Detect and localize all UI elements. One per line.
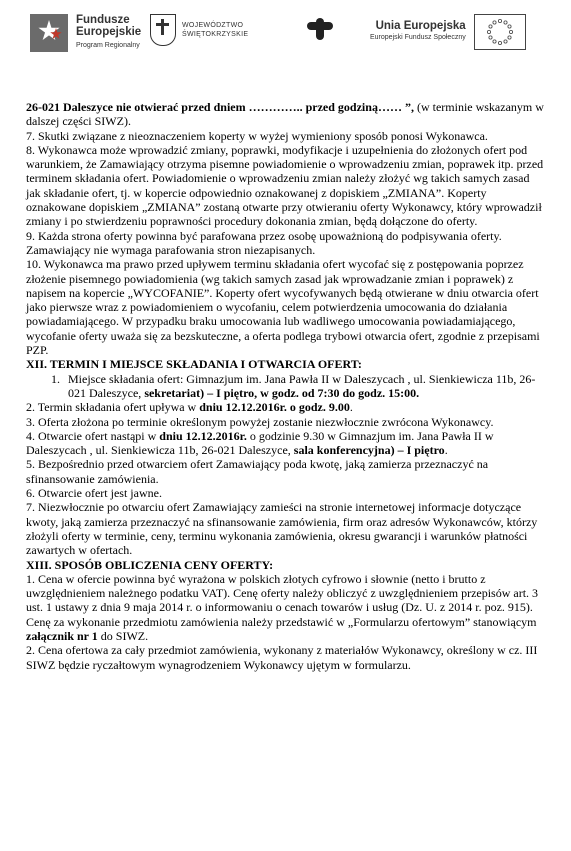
envelope-note-rest: (w terminie wskazanym w dalszej części SIWZ). xyxy=(26,100,544,129)
opening-date: dniu 12.12.2016r. xyxy=(159,428,247,443)
crest-icon xyxy=(150,14,176,46)
paragraph-xiii-1 xyxy=(26,572,546,643)
paragraph-7: 7. Skutki związane z nieoznaczeniem koperty w wyżej wymieniony sposób ponosi Wykonawca. xyxy=(26,128,488,143)
price-text: 1. Cena w ofercie powinna być wyrażona w polskich złotych cyfrowo i słownie (netto i brutto z uwzględnieniem należnego podatku VAT). Cenę oferty należy obliczyć z uwzględnieniem przepisów art. 3 ust. 1 ustawy z dnia 9 maja 2014 r. o informowaniu o cenach towarów i usług (Dz. U. z 2014 r. poz. 915). Cenę za wykonanie przedmiotu zamówienia należy przedstawić w „Formularzu ofertowym” stanowiącym xyxy=(26,571,539,629)
opening-end: . xyxy=(444,443,448,458)
paragraph-9: 9. Każda strona oferty powinna być parafowana przez osobę upoważnioną do podpisywania oferty. Zamawiający nie wymaga parafowania stron niezapisanych. xyxy=(26,228,502,257)
sw-line-2: ŚWIĘTOKRZYSKIE xyxy=(182,31,249,38)
paragraph-xii-4 xyxy=(26,429,546,458)
paragraph-xii-3: 3. Oferta złożona po terminie określonym powyżej zostanie niezwłocznie zwrócona Wykonawcy. xyxy=(26,414,494,429)
fe-title-2: Europejskie xyxy=(76,26,142,38)
section-xiii-heading: XIII. SPOSÓB OBLICZENIA CENY OFERTY: xyxy=(26,557,274,572)
paragraph-envelope-note xyxy=(26,100,546,129)
fundusze-europejskie-logo xyxy=(30,14,141,52)
section-xii-heading: XII. TERMIN I MIEJSCE SKŁADANIA I OTWARCIA OFERT: xyxy=(26,357,362,372)
swietokrzyskie-logo xyxy=(150,14,248,46)
opening-place: o godzinie 9.30 w Gimnazjum im. Jana Pawła II w Daleszycach , ul. Sienkiewicza 11b, 26-021 Daleszyce, xyxy=(26,428,494,458)
poland-emblem xyxy=(305,14,335,44)
eu-flag-icon xyxy=(474,14,526,50)
paragraph-10: 10. Wykonawca ma prawo przed upływem terminu składania ofert wycofać się z postępowania poprzez złożenie pisemnego powiadomienia (wg takich samych zasad jak wprowadzanie zmian i poprawek) z napisem na kopercie „WYCOFANIE”. Koperty ofert wycofywanych będą otwierane w dniu otwarcia ofert jako pierwsze wraz z powiadomieniem o wycofaniu, celem potwierdzenia umocowania do działania powiadamiającego. W przypadku braku umocowania lub wadliwego umocowania powiadamiającego, wycofanie oferty uważa się za bezskuteczne, a oferta podlega trybowi otwarcia ofert, zgodnie z przepisami PZP. xyxy=(26,257,540,358)
list-item-bold: sekretariat) – I piętro, w godz. od 7:30 do godz. 15:00. xyxy=(144,385,420,400)
envelope-note-bold: 26-021 Daleszyce nie otwierać przed dniem ………….. przed godziną…… ”, xyxy=(26,100,414,114)
paragraph-xii-7: 7. Niezwłocznie po otwarciu ofert Zamawiający zamieści na stronie internetowej informacje dotyczące kwoty, jaką zamierza przeznaczyć na sfinansowanie zamówienia, firm oraz adresów Wykonawców, którzy złożyli oferty w terminie, ceny, terminu wykonania zamówienia, okresu gwarancji i warunków płatności zawartych w ofertach. xyxy=(26,500,538,558)
sw-line-1: WOJEWÓDZTWO xyxy=(182,22,244,29)
opening-text: 4. Otwarcie ofert nastąpi w xyxy=(26,428,160,443)
eu-subtitle: Europejski Fundusz Społeczny xyxy=(370,34,466,41)
eagle-icon xyxy=(305,14,335,44)
list-item-text: Miejsce składania ofert: Gimnazjum im. Jana Pawła II w Daleszycach , ul. Sienkiewicza 11b, 26-021 Daleszyce, xyxy=(68,371,536,400)
deadline-date: dniu 12.12.2016r. o godz. 9.00 xyxy=(199,400,350,415)
page-header xyxy=(0,0,571,70)
deadline-text: 2. Termin składania ofert upływa w xyxy=(26,400,200,415)
fe-title: Fundusze xyxy=(76,14,130,26)
paragraph-8: 8. Wykonawca może wprowadzić zmiany, poprawki, modyfikacje i uzupełnienia do złożonych ofert pod warunkiem, że Zamawiający otrzyma pisemne powiadomienie o wprowadzeniu zmian, poprawek itp. przed terminem składania ofert. Powiadomienie o wprowadzeniu zmian należy złożyć wg takich samych zasad jak składanie ofert, tj. w kopercie odpowiednio oznakowanej z dopiskiem „ZMIANA”. Koperty oznakowane dopiskiem „ZMIANA” zostaną otwarte przy otwieraniu oferty Wykonawcy, który wprowadził zmiany i po stwierdzeniu poprawności procedury dokonania zmian, będą dołączone do oferty. xyxy=(26,142,544,229)
eu-title: Unia Europejska xyxy=(375,20,466,32)
paragraph-xii-6: 6. Otwarcie ofert jest jawne. xyxy=(26,486,162,501)
attachment-ref: załącznik nr 1 xyxy=(26,628,98,643)
list-number: 1. xyxy=(51,371,60,386)
eu-logo xyxy=(370,14,526,50)
paragraph-xii-2 xyxy=(26,400,546,414)
list-item xyxy=(26,372,546,401)
deadline-end: . xyxy=(349,400,353,415)
fe-star-icon xyxy=(30,14,68,52)
document-body xyxy=(26,100,546,672)
paragraph-xii-5: 5. Bezpośrednio przed otwarciem ofert Zamawiający poda kwotę, jaką zamierza przeznaczyć na sfinansowanie zamówienia. xyxy=(26,457,489,486)
fe-subtitle: Program Regionalny xyxy=(76,42,140,49)
price-end: do SIWZ. xyxy=(97,628,149,643)
paragraph-xiii-2: 2. Cena ofertowa za cały przedmiot zamówienia, wykonany z materiałów Wykonawcy, określony w cz. III SIWZ będzie ryczałtowym wynagrodzeniem Wykonawcy ujętym w formularzu. xyxy=(26,643,538,672)
opening-room: sala konferencyjna) – I piętro xyxy=(293,443,445,458)
